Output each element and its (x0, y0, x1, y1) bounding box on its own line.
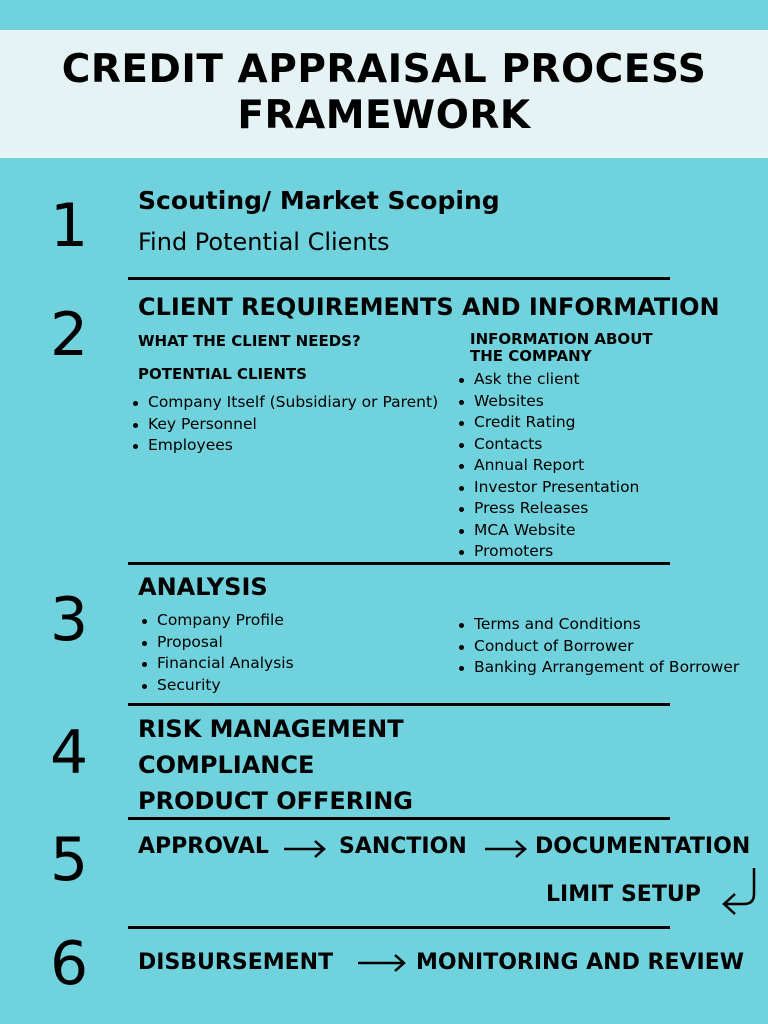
right-arrow-icon (484, 838, 528, 860)
list-item: Ask the client (457, 369, 639, 391)
company-info-list (457, 369, 639, 563)
list-item: Financial Analysis (140, 653, 294, 675)
list-item: Employees (131, 435, 438, 457)
limit-setup-label: LIMIT SETUP (546, 882, 701, 907)
analysis-list-right (457, 614, 739, 679)
compliance-line: COMPLIANCE (138, 751, 315, 779)
step-1-subtext: Find Potential Clients (138, 228, 390, 256)
right-arrow-icon (357, 952, 407, 974)
divider-5 (128, 926, 670, 929)
list-item: Promoters (457, 541, 639, 563)
page-title-line-1: CREDIT APPRAISAL PROCESS (61, 47, 707, 92)
divider-3 (128, 703, 670, 706)
step-1-number: 1 (50, 191, 89, 261)
list-item: Conduct of Borrower (457, 636, 739, 658)
step-4-number: 4 (50, 718, 89, 788)
list-item: Annual Report (457, 455, 639, 477)
monitoring-review-label: MONITORING AND REVIEW (416, 950, 744, 975)
list-item: Key Personnel (131, 414, 438, 436)
company-info-heading-1: INFORMATION ABOUT (470, 330, 653, 348)
documentation-label: DOCUMENTATION (535, 834, 751, 859)
list-item: Security (140, 675, 294, 697)
list-item: Company Itself (Subsidiary or Parent) (131, 392, 438, 414)
list-item: Company Profile (140, 610, 294, 632)
analysis-list-left (140, 610, 294, 696)
list-item: Terms and Conditions (457, 614, 739, 636)
divider-2 (128, 562, 670, 565)
step-6-number: 6 (50, 929, 89, 999)
list-item: Banking Arrangement of Borrower (457, 657, 739, 679)
sanction-label: SANCTION (339, 834, 467, 859)
client-needs-question: WHAT THE CLIENT NEEDS? (138, 332, 361, 350)
list-item: Contacts (457, 434, 639, 456)
step-2-number: 2 (50, 300, 89, 370)
list-item: MCA Website (457, 520, 639, 542)
list-item: Credit Rating (457, 412, 639, 434)
curved-return-arrow-icon (718, 866, 760, 916)
step-3-heading: ANALYSIS (138, 573, 268, 601)
product-offering-line: PRODUCT OFFERING (138, 787, 414, 815)
step-1-heading: Scouting/ Market Scoping (138, 186, 500, 215)
right-arrow-icon (283, 838, 327, 860)
page-title-line-2: FRAMEWORK (237, 93, 531, 138)
disbursement-label: DISBURSEMENT (138, 950, 334, 975)
potential-clients-list (131, 392, 438, 457)
step-2-heading: CLIENT REQUIREMENTS AND INFORMATION (138, 293, 720, 321)
approval-label: APPROVAL (138, 834, 269, 859)
divider-4 (128, 817, 670, 820)
risk-management-line: RISK MANAGEMENT (138, 715, 404, 743)
step-5-number: 5 (50, 825, 89, 895)
step-3-number: 3 (50, 585, 89, 655)
list-item: Investor Presentation (457, 477, 639, 499)
company-info-heading-2: THE COMPANY (470, 347, 592, 365)
list-item: Press Releases (457, 498, 639, 520)
list-item: Proposal (140, 632, 294, 654)
divider-1 (128, 277, 670, 280)
potential-clients-heading: POTENTIAL CLIENTS (138, 365, 307, 383)
list-item: Websites (457, 391, 639, 413)
